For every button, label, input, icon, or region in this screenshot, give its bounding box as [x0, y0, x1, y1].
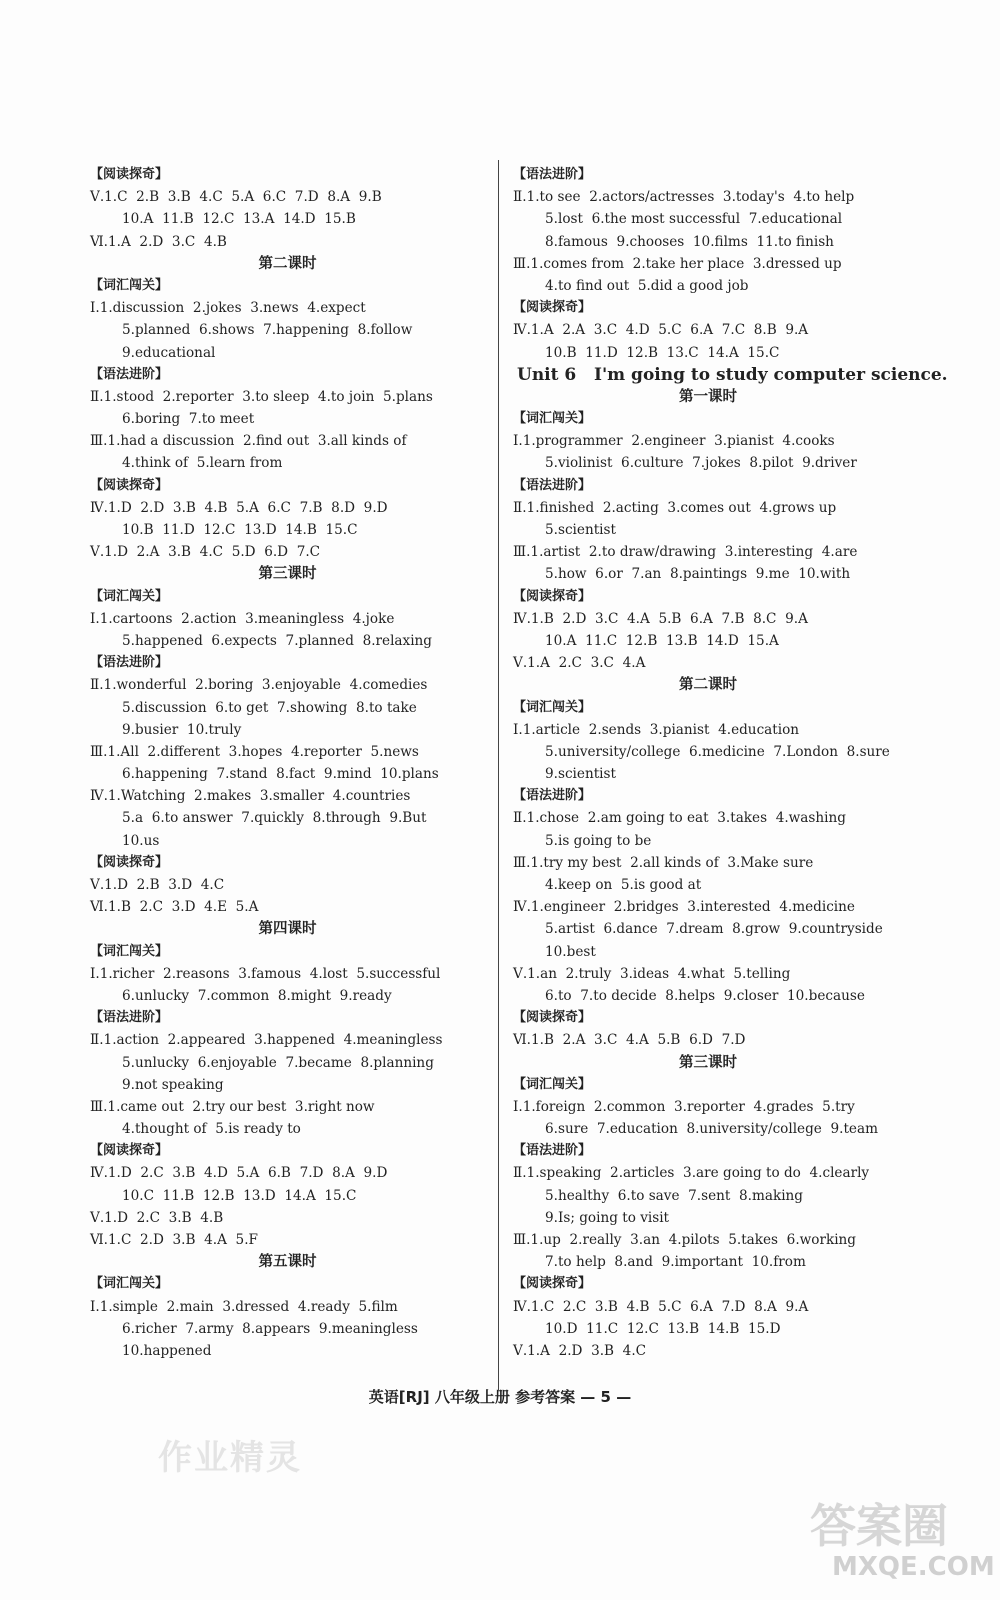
answer-line: Ⅴ.1.A 2.C 3.C 4.A	[513, 655, 646, 672]
answer-line: Ⅳ.1.D 2.C 3.B 4.D 5.A 6.B 7.D 8.A 9.D	[90, 1165, 388, 1182]
logo-main-text: 答案圈	[810, 1499, 948, 1553]
section-tag: 【阅读探奇】	[513, 588, 592, 604]
answer-line: Ⅳ.1.engineer 2.bridges 3.interested 4.medicine	[513, 899, 855, 916]
section-tag: 【阅读探奇】	[90, 854, 169, 870]
section-tag: 【语法进阶】	[90, 655, 169, 671]
answer-line-continued: 5.lost 6.the most successful 7.educational	[545, 211, 843, 228]
answer-line-continued: 10.us	[122, 832, 160, 849]
section-tag: 【词汇闯关】	[513, 1076, 592, 1092]
answer-line-continued: 10.happened	[122, 1342, 212, 1359]
section-tag: 【词汇闯关】	[90, 588, 169, 604]
answer-line-continued: 10.B 11.D 12.C 13.D 14.B 15.C	[122, 522, 358, 538]
answer-line-continued: 5.planned 6.shows 7.happening 8.follow	[122, 322, 413, 339]
answer-line-continued: 6.to 7.to decide 8.helps 9.closer 10.because	[545, 987, 865, 1004]
answer-line-continued: 5.how 6.or 7.an 8.paintings 9.me 10.with	[545, 566, 851, 583]
answer-line-continued: 9.busier 10.truly	[122, 721, 242, 738]
answer-line-continued: 6.boring 7.to meet	[122, 411, 255, 428]
answer-line-continued: 5.unlucky 6.enjoyable 7.became 8.planning	[122, 1054, 434, 1071]
answer-line: Ⅴ.1.A 2.D 3.B 4.C	[513, 1342, 647, 1359]
answer-line: Ⅳ.1.B 2.D 3.C 4.A 5.B 6.A 7.B 8.C 9.A	[513, 610, 808, 627]
answer-line: Ⅳ.1.C 2.C 3.B 4.B 5.C 6.A 7.D 8.A 9.A	[513, 1298, 809, 1315]
lesson-heading: 第三课时	[258, 566, 317, 583]
answer-line-continued: 5.healthy 6.to save 7.sent 8.making	[545, 1187, 804, 1204]
answer-line: Ⅰ.1.richer 2.reasons 3.famous 4.lost 5.successful	[90, 965, 441, 982]
answer-line: Ⅱ.1.to see 2.actors/actresses 3.today's 4.to help	[513, 189, 855, 206]
section-tag: 【阅读探奇】	[513, 1010, 592, 1026]
answer-line-continued: 10.A 11.B 12.C 13.A 14.D 15.B	[122, 211, 356, 228]
section-tag: 【阅读探奇】	[513, 300, 592, 316]
answer-line: Ⅴ.1.D 2.A 3.B 4.C 5.D 6.D 7.C	[90, 544, 321, 561]
answer-line: Ⅴ.1.D 2.C 3.B 4.B	[90, 1209, 224, 1226]
section-tag: 【词汇闯关】	[513, 411, 592, 427]
answer-line: Ⅳ.1.D 2.D 3.B 4.B 5.A 6.C 7.B 8.D 9.D	[90, 499, 388, 516]
answer-line-continued: 10.D 11.C 12.C 13.B 14.B 15.D	[545, 1320, 781, 1337]
answer-line: Ⅰ.1.cartoons 2.action 3.meaningless 4.joke	[90, 610, 395, 627]
answer-line-continued: 10.C 11.B 12.B 13.D 14.A 15.C	[122, 1187, 357, 1204]
answer-line-continued: 10.A 11.C 12.B 13.B 14.D 15.A	[545, 632, 779, 649]
lesson-heading: 第一课时	[679, 388, 737, 405]
answer-line: Ⅵ.1.C 2.D 3.B 4.A 5.F	[90, 1232, 258, 1248]
answer-line: Ⅲ.1.try my best 2.all kinds of 3.Make sure	[513, 854, 814, 871]
answer-line-continued: 8.famous 9.chooses 10.films 11.to finish	[545, 233, 834, 250]
section-tag: 【词汇闯关】	[90, 943, 169, 959]
answer-line: Ⅳ.1.Watching 2.makes 3.smaller 4.countries	[90, 788, 411, 805]
answer-line-continued: 5.artist 6.dance 7.dream 8.grow 9.countryside	[545, 921, 883, 938]
answer-line: Ⅰ.1.programmer 2.engineer 3.pianist 4.cooks	[513, 433, 835, 450]
answer-line-continued: 4.thought of 5.is ready to	[122, 1121, 301, 1138]
answer-line: Ⅴ.1.an 2.truly 3.ideas 4.what 5.telling	[513, 965, 791, 982]
answer-line: Ⅰ.1.foreign 2.common 3.reporter 4.grades 5.try	[513, 1098, 855, 1115]
section-tag: 【词汇闯关】	[90, 1276, 169, 1292]
answer-line: Ⅲ.1.had a discussion 2.find out 3.all kinds of	[90, 433, 407, 450]
answer-line-continued: 5.scientist	[545, 522, 616, 538]
answer-line-continued: 5.happened 6.expects 7.planned 8.relaxing	[122, 632, 433, 649]
lesson-heading: 第三课时	[679, 1054, 737, 1071]
answer-line: Ⅰ.1.article 2.sends 3.pianist 4.education	[513, 721, 800, 738]
answer-line: Ⅲ.1.artist 2.to draw/drawing 3.interesting 4.are	[513, 544, 858, 561]
section-tag: 【阅读探奇】	[90, 477, 169, 493]
answer-line-continued: 4.keep on 5.is good at	[545, 877, 702, 893]
section-tag: 【语法进阶】	[90, 366, 169, 382]
left-answer-column	[90, 164, 485, 1362]
site-logo	[810, 1499, 995, 1590]
answer-line: Ⅱ.1.finished 2.acting 3.comes out 4.grows up	[513, 499, 837, 516]
watermark-text: 作业精灵	[158, 1438, 302, 1478]
answer-line: Ⅲ.1.up 2.really 3.an 4.pilots 5.takes 6.working	[513, 1232, 857, 1248]
answer-line-continued: 9.scientist	[545, 766, 616, 783]
answer-line: Ⅲ.1.came out 2.try our best 3.right now	[90, 1098, 375, 1115]
page-footer: 英语[RJ] 八年级上册 参考答案 — 5 —	[368, 1388, 632, 1406]
answer-line-continued: 9.not speaking	[122, 1076, 224, 1093]
section-tag: 【语法进阶】	[513, 1143, 592, 1159]
answer-line: Ⅱ.1.wonderful 2.boring 3.enjoyable 4.comedies	[90, 677, 428, 694]
answer-line: Ⅰ.1.discussion 2.jokes 3.news 4.expect	[90, 300, 366, 317]
answer-line-continued: 4.think of 5.learn from	[122, 455, 283, 472]
answer-line: Ⅱ.1.action 2.appeared 3.happened 4.meaningless	[90, 1032, 443, 1049]
section-tag: 【词汇闯关】	[90, 277, 169, 293]
section-tag: 【语法进阶】	[513, 167, 592, 182]
logo-url-text: MXQE.COM	[832, 1552, 995, 1582]
answer-line-continued: 9.educational	[122, 344, 216, 361]
section-tag: 【词汇闯关】	[513, 699, 592, 715]
answer-line-continued: 5.is going to be	[545, 832, 652, 849]
section-tag: 【语法进阶】	[513, 788, 592, 804]
answer-line-continued: 5.university/college 6.medicine 7.London 8.sure	[545, 743, 890, 760]
answer-line-continued: 6.happening 7.stand 8.fact 9.mind 10.plans	[122, 766, 439, 783]
answer-line: Ⅳ.1.A 2.A 3.C 4.D 5.C 6.A 7.C 8.B 9.A	[513, 322, 809, 339]
answer-line: Ⅵ.1.B 2.C 3.D 4.E 5.A	[90, 899, 259, 916]
section-tag: 【语法进阶】	[513, 477, 592, 493]
answer-line-continued: 10.B 11.D 12.B 13.C 14.A 15.C	[545, 344, 780, 361]
answer-line: Ⅰ.1.simple 2.main 3.dressed 4.ready 5.film	[90, 1298, 398, 1315]
answer-line-continued: 10.best	[545, 943, 596, 960]
answer-line: Ⅴ.1.D 2.B 3.D 4.C	[90, 877, 225, 893]
section-tag: 【阅读探奇】	[90, 167, 169, 182]
column-divider	[498, 160, 499, 1390]
answer-line-continued: 7.to help 8.and 9.important 10.from	[545, 1254, 806, 1271]
answer-line: Ⅲ.1.comes from 2.take her place 3.dressed up	[513, 255, 842, 272]
unit-heading: Unit 6 I'm going to study computer science.	[517, 364, 948, 385]
answer-line: Ⅵ.1.B 2.A 3.C 4.A 5.B 6.D 7.D	[513, 1032, 746, 1049]
lesson-heading: 第二课时	[679, 677, 737, 694]
section-tag: 【阅读探奇】	[513, 1276, 592, 1292]
section-tag: 【阅读探奇】	[90, 1143, 169, 1159]
answer-line-continued: 6.richer 7.army 8.appears 9.meaningless	[122, 1320, 418, 1337]
answer-line-continued: 9.Is; going to visit	[545, 1209, 670, 1226]
right-answer-column	[513, 164, 948, 1362]
answer-line-continued: 6.sure 7.education 8.university/college 9.team	[545, 1121, 878, 1138]
answer-line-continued: 4.to find out 5.did a good job	[545, 277, 749, 294]
answer-line-continued: 5.discussion 6.to get 7.showing 8.to take	[122, 699, 417, 716]
answer-line: Ⅵ.1.A 2.D 3.C 4.B	[90, 233, 227, 250]
answer-line-continued: 5.violinist 6.culture 7.jokes 8.pilot 9.driver	[545, 455, 857, 472]
answer-line-continued: 5.a 6.to answer 7.quickly 8.through 9.But	[122, 810, 427, 827]
lesson-heading: 第二课时	[258, 255, 317, 272]
lesson-heading: 第四课时	[258, 921, 317, 938]
answer-line: Ⅱ.1.chose 2.am going to eat 3.takes 4.washing	[513, 810, 846, 827]
section-tag: 【语法进阶】	[90, 1010, 169, 1026]
answer-line: Ⅱ.1.speaking 2.articles 3.are going to do 4.clearly	[513, 1165, 870, 1182]
answer-line: Ⅴ.1.C 2.B 3.B 4.C 5.A 6.C 7.D 8.A 9.B	[90, 189, 382, 206]
lesson-heading: 第五课时	[258, 1254, 317, 1271]
answer-line-continued: 6.unlucky 7.common 8.might 9.ready	[122, 987, 392, 1004]
answer-line: Ⅱ.1.stood 2.reporter 3.to sleep 4.to join 5.plans	[90, 388, 433, 405]
answer-line: Ⅲ.1.All 2.different 3.hopes 4.reporter 5.news	[90, 743, 419, 760]
